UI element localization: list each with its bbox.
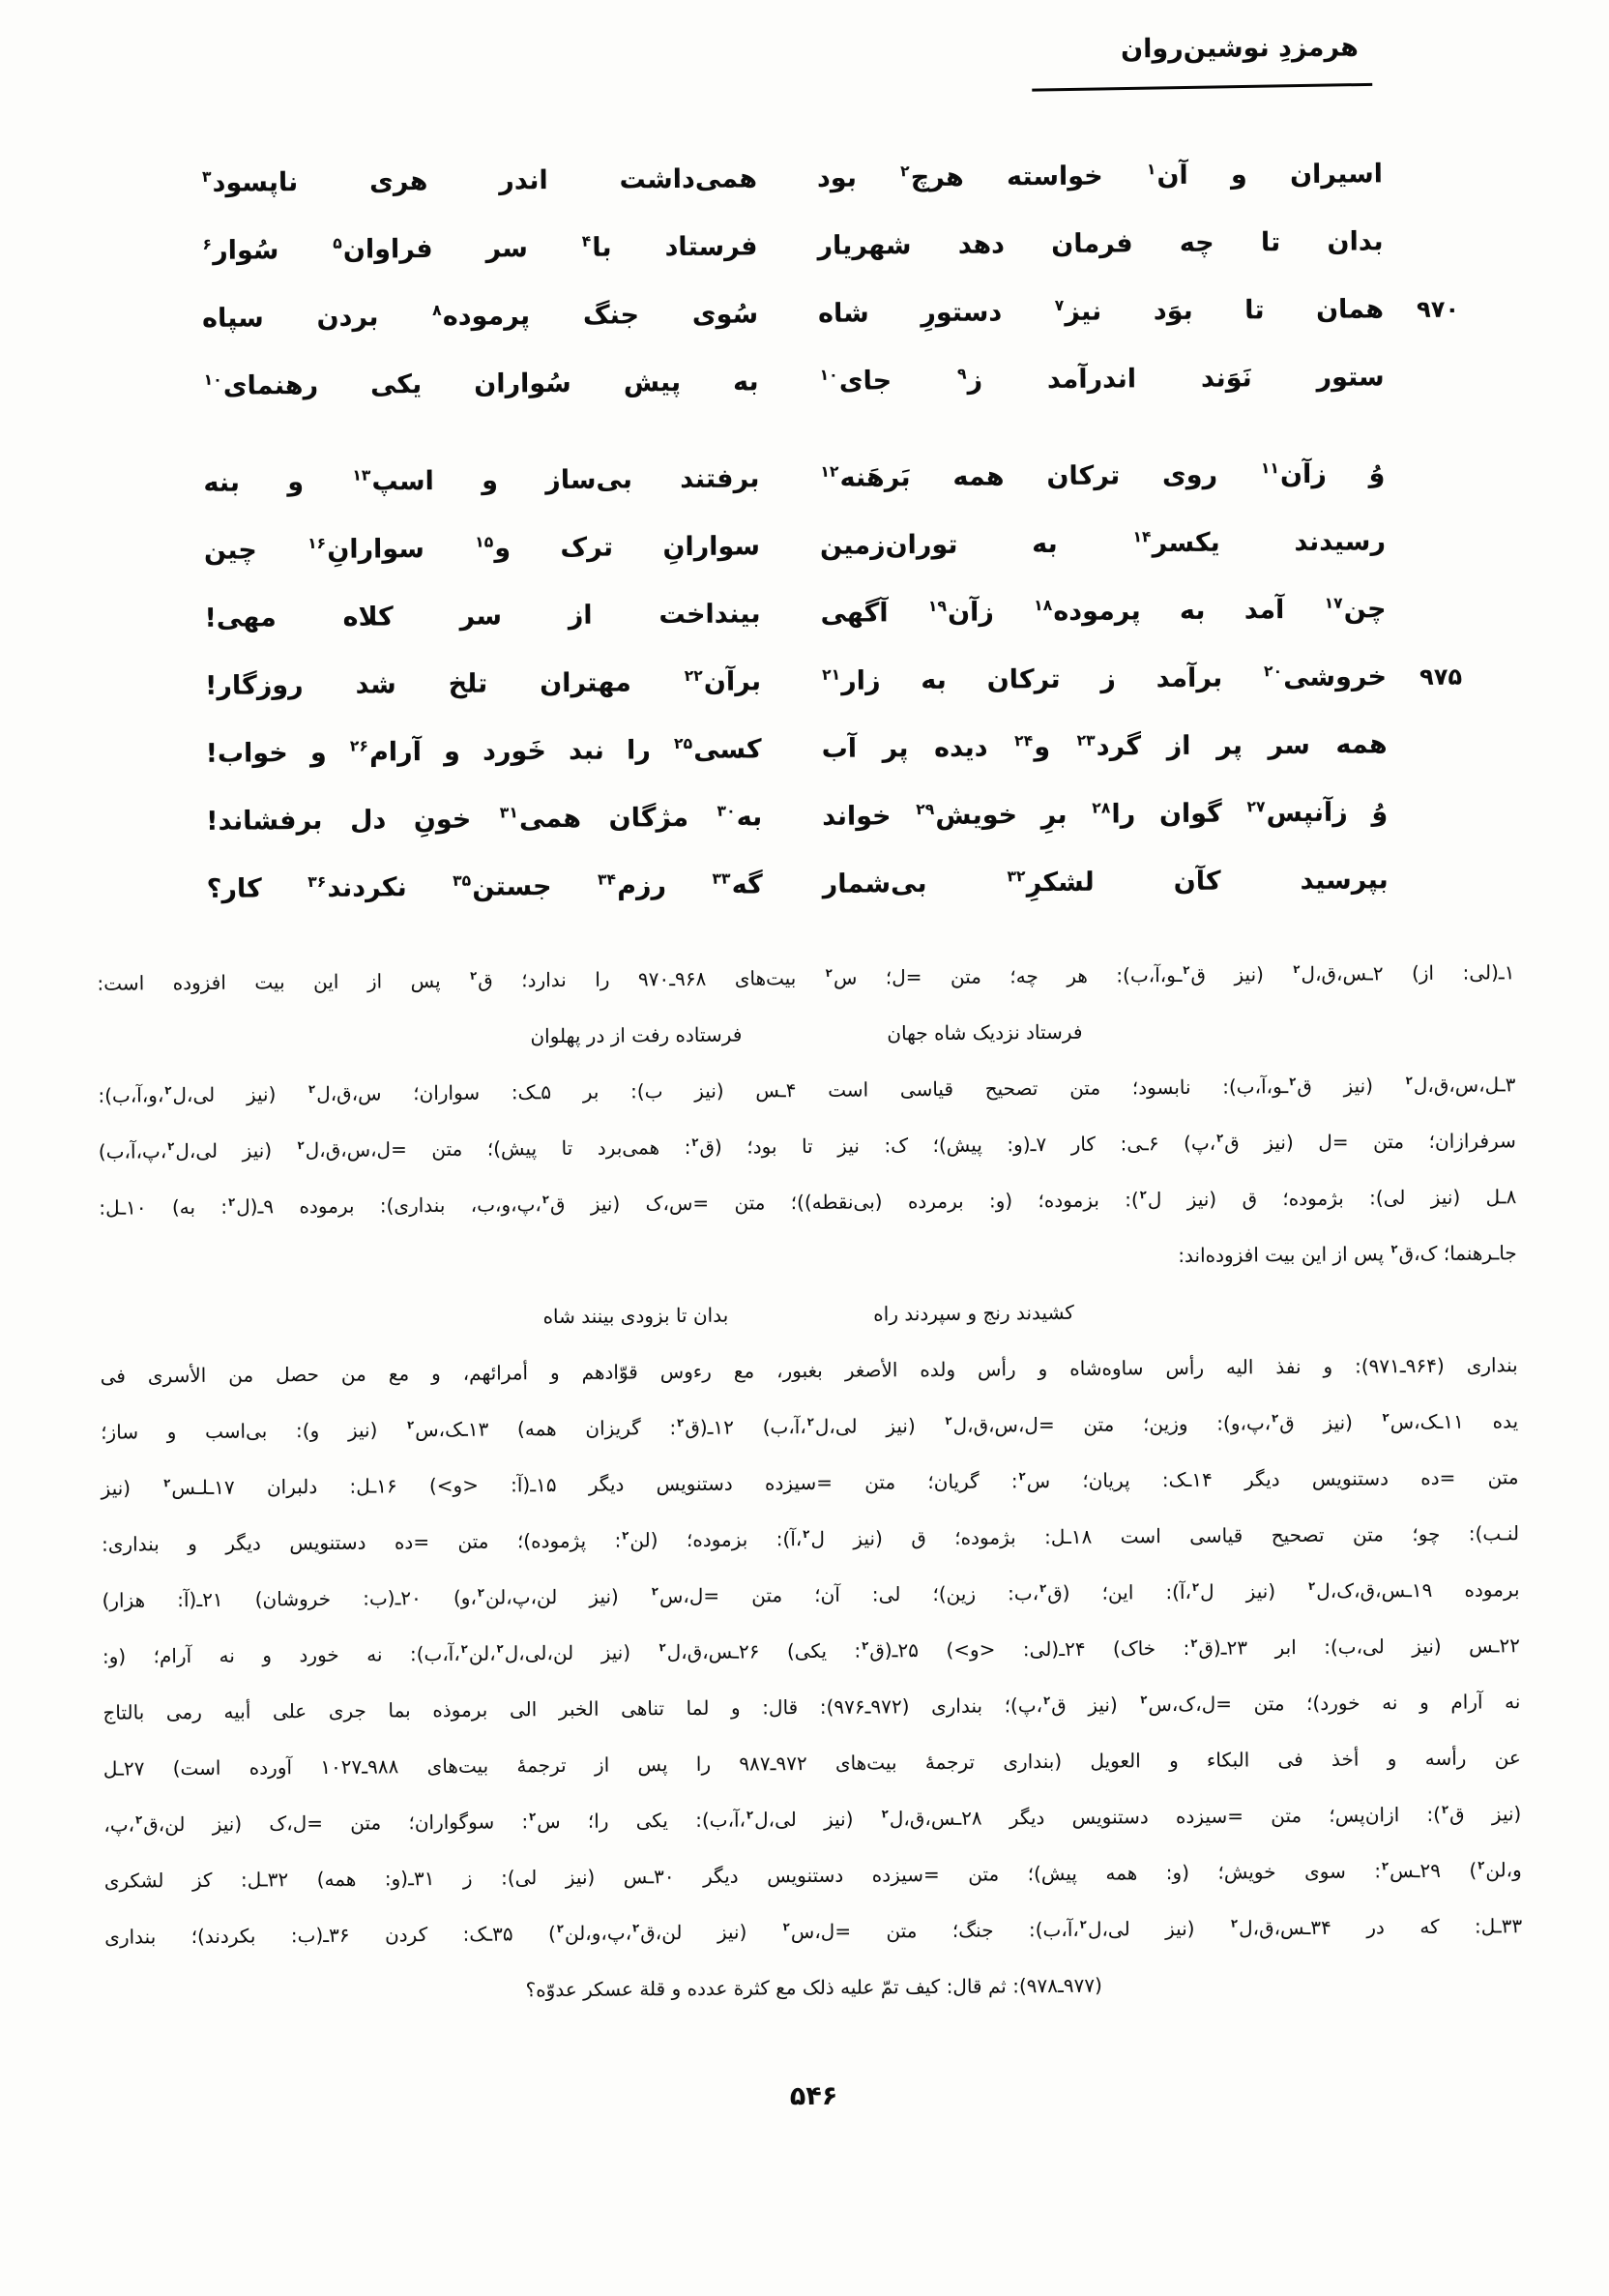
hemistich-right: ستور نَوَند اندرآمد ز$^۹$ جای$^{۱۰}$ [819, 362, 1385, 397]
footnote-line: بنداری (۹۶۴ـ۹۷۱): و نفذ الیه رأس ساوه‌شاه و رأس ولده الأصغر بغبور، مع رءوس قوّادهم و أمرائهم، و مع من حصل من الأسری فی [100, 1353, 1518, 1388]
footnote-line: (نیز ق$^۲$): ازان‌پس؛ متن =سیزده دستنویس دیگر ۲۸ـس،ق،ل$^۲$ (نیز لی،ل$^۲$،آ،ب): یکی را؛ س$^۲$: سوگواران؛ متن =ل،ک (نیز لن،ق$^۲$،پ، [103, 1802, 1522, 1837]
footnote-verse-right: کشیدند رنج و سپردند راه [873, 1300, 1075, 1326]
verse-number [1388, 820, 1463, 821]
verse-number [1386, 549, 1461, 550]
verse-row [191, 208, 1459, 285]
footnote-line: (۹۷۷ـ۹۷۸): ثم قال: کیف تمّ علیه ذلک مع کثرة عدده و قلة عسکر عدوّه؟ [525, 1973, 1102, 2002]
footnote-line: عن رأسه و أخذ فی البکاء و العویل (بنداری ترجمهٔ بیت‌های ۹۷۲ـ۹۸۷ را پس از ترجمهٔ بیت‌های ۹۸۸ـ۱۰۲۷ آورده است) ۲۷ـل [102, 1746, 1521, 1781]
footnote-line: برموده ۱۹ـس،ق،ک،ل$^۲$ (نیز ل$^۲$،آ): این؛ (ق$^۲$،ب: زین)؛ لی: آن؛ متن =ل،س$^۲$ (نیز لن،پ،لن$^۲$،و) ۲۰ـ(ب: خروشان) ۲۱ـ(آ: هزار) [102, 1577, 1520, 1612]
verse-number [1388, 752, 1463, 753]
hemistich-right: همه سر پر از گرد$^{۲۳}$ و$^{۲۴}$ دیده پر آب [821, 729, 1388, 764]
hemistich-left: سُوی جنگ پرموده$^۸$ بردن سپاه [201, 299, 759, 334]
poem-block [193, 440, 1464, 924]
footnote-verse-right: فرستاد نزدیک شاه جهان [887, 1019, 1083, 1045]
verse-row [195, 643, 1463, 721]
footnote-line: سرفرازان؛ متن =ل (نیز ق$^۲$،پ) ۶ـی: کار ۷ـ(و: پیش)؛ ک: نیز تا بود؛ (ق$^۲$: همی‌برد تا پیش)؛ متن =ل،س،ق،ل$^۲$ (نیز لی،ل$^۲$،پ،آ،ب) [98, 1129, 1516, 1163]
hemistich-left: بینداخت از سر کلاه مهی! [204, 599, 761, 633]
hemistich-right: بدان تا چه فرمان دهد شهریار [817, 226, 1384, 261]
hemistich-left: کسی$^{۲۵}$ را نبد خَورد و آرام$^{۲۶}$ و خواب! [205, 733, 762, 769]
hemistich-left: فرستاد با$^۴$ سر فراوان$^۵$ سُوار$^۶$ [202, 231, 758, 266]
header-rule [1032, 83, 1372, 92]
verse-number: ۹۷۵ [1419, 662, 1463, 691]
hemistich-right: رسیدند یکسر$^{۱۴}$ به توران‌زمین [819, 526, 1387, 561]
footnote-line: جاـرهنما؛ ک،ق$^۲$ پس از این بیت افزوده‌اند: [1178, 1241, 1517, 1267]
hemistich-left: سوارانِ ترک و$^{۱۵}$ سوارانِ$^{۱۶}$ چین [203, 531, 761, 566]
verse-row [196, 846, 1464, 924]
verse-row [194, 575, 1462, 653]
chapter-header-title: هرمزدِ نوشین‌روان [1120, 32, 1360, 65]
verse-row [192, 276, 1460, 353]
footnote-line: ۲۲ـس (نیز لی،ب): ابر ۲۳ـ(ق$^۲$: خاک) ۲۴ـ(لی: <و>) ۲۵ـ(ق$^۲$: یکی) ۲۶ـس،ق،ل$^۲$ (نیز لن،لی،ل$^۲$،لن$^۲$،آ،ب): نه خورد و نه آرام؛ (و: [102, 1634, 1521, 1668]
hemistich-right: خروشی$^{۲۰}$ برآمد ز ترکان به زار$^{۲۱}$ [821, 662, 1388, 696]
footnote-line: لنـب): چو؛ متن تصحیح قیاسی است ۱۸ـل: بژموده؛ ق (نیز ل$^۲$،آ): بزموده؛ (لن$^۲$: پژموده)؛ متن =ده دستنویس دیگر و بنداری: [101, 1521, 1520, 1556]
hemistich-left: به$^{۳۰}$ مژگان همی$^{۳۱}$ خونِ دل برفشاند! [206, 801, 763, 837]
page-number: ۵۴۶ [789, 2080, 838, 2112]
hemistich-left: برآن$^{۲۲}$ مهتران تلخ شد روزگار! [204, 665, 762, 701]
poem [191, 140, 1464, 953]
hemistich-left: گه$^{۳۳}$ رزم$^{۳۴}$ جستن$^{۳۵}$ نکردند$^{۳۶}$ کار؟ [206, 868, 763, 904]
hemistich-right: اسیران و آن$^۱$ خواسته هرچ$^۲$ بود [816, 159, 1384, 193]
verse-row [194, 508, 1462, 585]
footnote-line: ۳۳ـل: که در ۳۴ـس،ق،ل$^۲$ (نیز لی،ل$^۲$،آ،ب): جنگ؛ متن =ل،س$^۲$ (نیز لن،ق$^۲$،پ،و،لن$^۲$) ۳۵ـک: کردن ۳۶ـ(ب: بکردند)؛ بنداری [104, 1914, 1523, 1949]
footnote-line: و،لن$^۲$) ۲۹ـس$^۲$: سوی خویش؛ (و: همه پیش)؛ متن =سیزده دستنویس دیگر ۳۰ـس (نیز لی): ز ۳۱ـ(و: همه) ۳۲ـل: کز لشکری [103, 1858, 1522, 1893]
verse-number [1383, 182, 1458, 183]
verse-number [1385, 482, 1460, 483]
verse-number: ۹۷۰ [1417, 295, 1460, 324]
footnote-line: متن =ده دستنویس دیگر ۱۴ـک: پریان؛ س$^۲$: گریان؛ متن =سیزده دستنویس دیگر ۱۵ـ(آ: <و>) ۱۶ـل: دلبران ۱۷ـلـس$^۲$ (نیز [101, 1465, 1519, 1500]
footnote-verse-left: فرستاده رفت از در پهلوان [530, 1022, 743, 1048]
verse-number [1389, 888, 1464, 889]
verse-row [196, 779, 1464, 856]
hemistich-right: وُ زآنپس$^{۲۷}$ گوان را$^{۲۸}$ برِ خویش$^{۲۹}$ خواند [822, 797, 1389, 832]
footnote-verse-left: بدان تا بزودی بینند شاه [542, 1303, 729, 1329]
hemistich-right: بپرسید کآن لشکرِ$^{۳۲}$ بی‌شمار [822, 865, 1389, 899]
footnote-line: نه آرام و نه خورد)؛ متن =ل،ک،س$^۲$ (نیز ق$^۲$،پ)؛ بنداری (۹۷۲ـ۹۷۶): قال: و لما تناهی الخبر الی برموذه بما جری علی أبیه رمی بالتاج [102, 1690, 1521, 1724]
verse-number [1385, 385, 1460, 386]
verse-number [1387, 617, 1462, 618]
hemistich-left: به پیش سُواران یکی رهنمای$^{۱۰}$ [203, 367, 759, 401]
hemistich-left: همی‌داشت اندر هری ناپسود$^۳$ [201, 163, 758, 198]
verse-row [195, 711, 1463, 788]
verse-row [192, 343, 1460, 421]
hemistich-left: برفتند بی‌ساز و اسپ$^{۱۳}$ و بنه [203, 463, 760, 498]
footnote-line: ۸ـل (نیز لی): بژموده؛ ق (نیز ل$^۲$): بزموده؛ (و: برمرده (بی‌نقطه))؛ متن =س،ک (نیز ق$^۲$،پ،و،ب، بنداری): برموده ۹ـ(ل$^۲$: به) ۱۰ـل: [99, 1185, 1517, 1220]
hemistich-right: همان تا بوَد نیز$^۷$ دستورِ شاه [817, 294, 1385, 329]
hemistich-right: وُ زآن$^{۱۱}$ روی ترکان همه بَرهَنه$^{۱۲}$ [820, 458, 1386, 493]
footnote-line: ۱ـ(لی: از) ۲ـس،ق،ل$^۲$ (نیز ق$^۲$ـو،آ،ب): هر چه؛ متن =ل؛ س$^۲$ بیت‌های ۹۶۸ـ۹۷۰ را ندارد؛ ق$^۲$ پس از این بیت افزوده است: [97, 960, 1515, 995]
critical-apparatus [97, 944, 1523, 2020]
footnote-line: یده ۱۱ـک،س$^۲$ (نیز ق$^۲$،پ،و): وزین؛ متن =ل،س،ق،ل$^۲$ (نیز لی،ل$^۲$،آ،ب) ۱۲ـ(ق$^۲$: گریزان همه) ۱۳ـک،س$^۲$ (نیز و): بی‌اسب و ساز؛ [101, 1409, 1519, 1444]
verse-row [193, 440, 1461, 517]
verse-row [191, 140, 1459, 218]
footnote-line: ۳ـل،س،ق،ل$^۲$ (نیز ق$^۲$ـو،آ،ب): نابسود؛ متن تصحیح قیاسی است ۴ـس (نیز ب): بر ۵ـک: سواران؛ س،ق،ل$^۲$ (نیز لی،ل$^۲$،و،آ،ب): [98, 1073, 1516, 1107]
hemistich-right: چن$^{۱۷}$ آمد به پرموده$^{۱۸}$ زآن$^{۱۹}$ آگهی [820, 593, 1387, 629]
poem-block [191, 140, 1460, 421]
